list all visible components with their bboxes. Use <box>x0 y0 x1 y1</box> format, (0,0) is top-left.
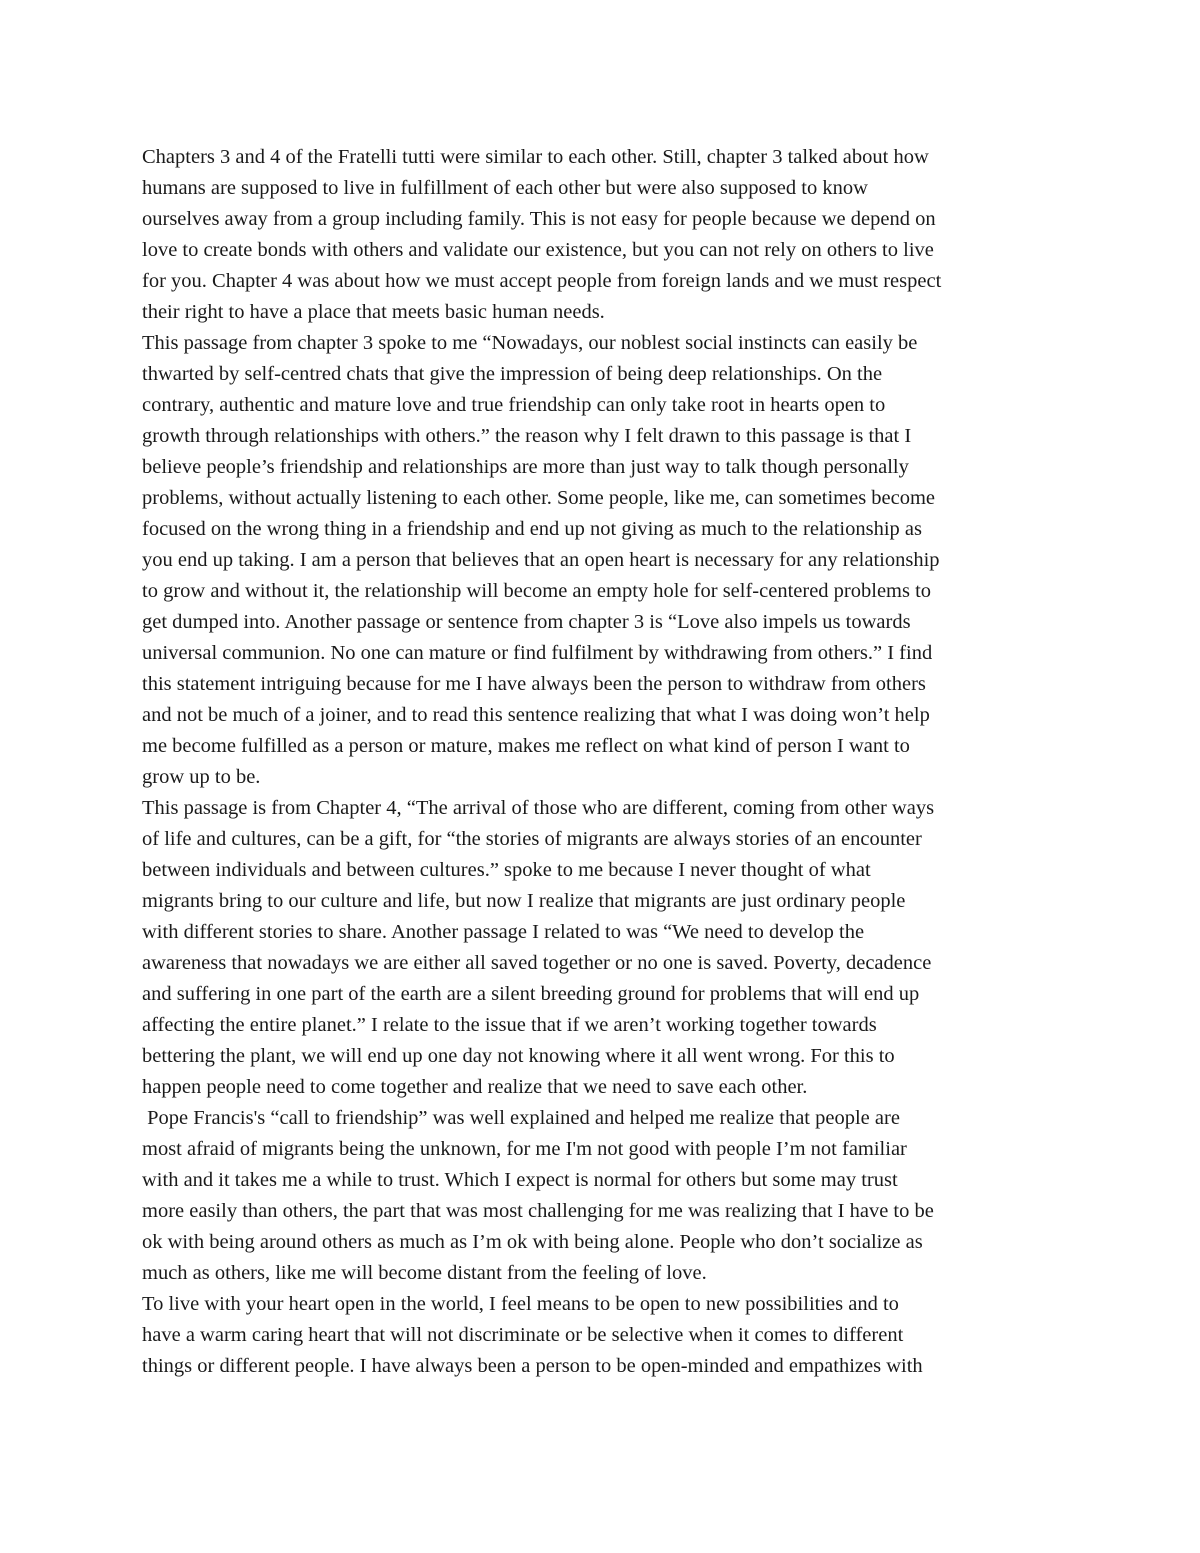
text-line: To live with your heart open in the world, I feel means to be open to new possibilities and to <box>142 1293 899 1315</box>
text-line: growth through relationships with others.” the reason why I felt drawn to this passage is that I <box>142 425 912 447</box>
text-line: things or different people. I have always been a person to be open-minded and empathizes with <box>142 1355 923 1377</box>
text-line: with different stories to share. Another passage I related to was “We need to develop the <box>142 921 865 943</box>
text-line: have a warm caring heart that will not discriminate or be selective when it comes to different <box>142 1324 904 1346</box>
text-line: universal communion. No one can mature or find fulfilment by withdrawing from others.” I find <box>142 642 933 664</box>
text-line: with and it takes me a while to trust. Which I expect is normal for others but some may trust <box>142 1169 898 1191</box>
text-line: their right to have a place that meets basic human needs. <box>142 301 605 323</box>
text-line: get dumped into. Another passage or sentence from chapter 3 is “Love also impels us towards <box>142 611 911 633</box>
text-line: ourselves away from a group including family. This is not easy for people because we depend on <box>142 208 936 230</box>
document-body <box>142 142 1062 1382</box>
text-line: ok with being around others as much as I’m ok with being alone. People who don’t socialize as <box>142 1231 923 1253</box>
text-line: affecting the entire planet.” I relate to the issue that if we aren’t working together towards <box>142 1014 877 1036</box>
text-line: of life and cultures, can be a gift, for “the stories of migrants are always stories of an encounter <box>142 828 922 850</box>
text-line: much as others, like me will become distant from the feeling of love. <box>142 1262 707 1284</box>
text-line: grow up to be. <box>142 766 261 788</box>
text-line: and not be much of a joiner, and to read this sentence realizing that what I was doing won’t help <box>142 704 930 726</box>
text-line: awareness that nowadays we are either all saved together or no one is saved. Poverty, decadence <box>142 952 932 974</box>
text-line: believe people’s friendship and relationships are more than just way to talk though personally <box>142 456 909 478</box>
text-line: focused on the wrong thing in a friendship and end up not giving as much to the relationship as <box>142 518 922 540</box>
text-line: love to create bonds with others and validate our existence, but you can not rely on others to live <box>142 239 934 261</box>
text-line: me become fulfilled as a person or mature, makes me reflect on what kind of person I want to <box>142 735 910 757</box>
text-line: migrants bring to our culture and life, but now I realize that migrants are just ordinary people <box>142 890 906 912</box>
text-line: This passage is from Chapter 4, “The arrival of those who are different, coming from other ways <box>142 797 935 819</box>
text-line: thwarted by self-centred chats that give the impression of being deep relationships. On the <box>142 363 883 385</box>
text-line: you end up taking. I am a person that believes that an open heart is necessary for any relationship <box>142 549 940 571</box>
text-line: problems, without actually listening to each other. Some people, like me, can sometimes become <box>142 487 936 509</box>
text-line: and suffering in one part of the earth are a silent breeding ground for problems that will end up <box>142 983 920 1005</box>
text-line: to grow and without it, the relationship will become an empty hole for self-centered problems to <box>142 580 932 602</box>
text-line: for you. Chapter 4 was about how we must accept people from foreign lands and we must respect <box>142 270 942 292</box>
text-line: contrary, authentic and mature love and true friendship can only take root in hearts open to <box>142 394 886 416</box>
text-line: Pope Francis's “call to friendship” was well explained and helped me realize that people are <box>142 1107 900 1129</box>
text-line: this statement intriguing because for me I have always been the person to withdraw from others <box>142 673 926 695</box>
text-line: happen people need to come together and realize that we need to save each other. <box>142 1076 808 1098</box>
text-line: between individuals and between cultures.” spoke to me because I never thought of what <box>142 859 871 881</box>
text-line: This passage from chapter 3 spoke to me “Nowadays, our noblest social instincts can easily be <box>142 332 918 354</box>
text-line: Chapters 3 and 4 of the Fratelli tutti were similar to each other. Still, chapter 3 talked about how <box>142 146 929 168</box>
text-line: more easily than others, the part that was most challenging for me was realizing that I have to be <box>142 1200 934 1222</box>
text-line: bettering the plant, we will end up one day not knowing where it all went wrong. For this to <box>142 1045 895 1067</box>
text-line: humans are supposed to live in fulfillment of each other but were also supposed to know <box>142 177 868 199</box>
text-line: most afraid of migrants being the unknown, for me I'm not good with people I’m not familiar <box>142 1138 907 1160</box>
